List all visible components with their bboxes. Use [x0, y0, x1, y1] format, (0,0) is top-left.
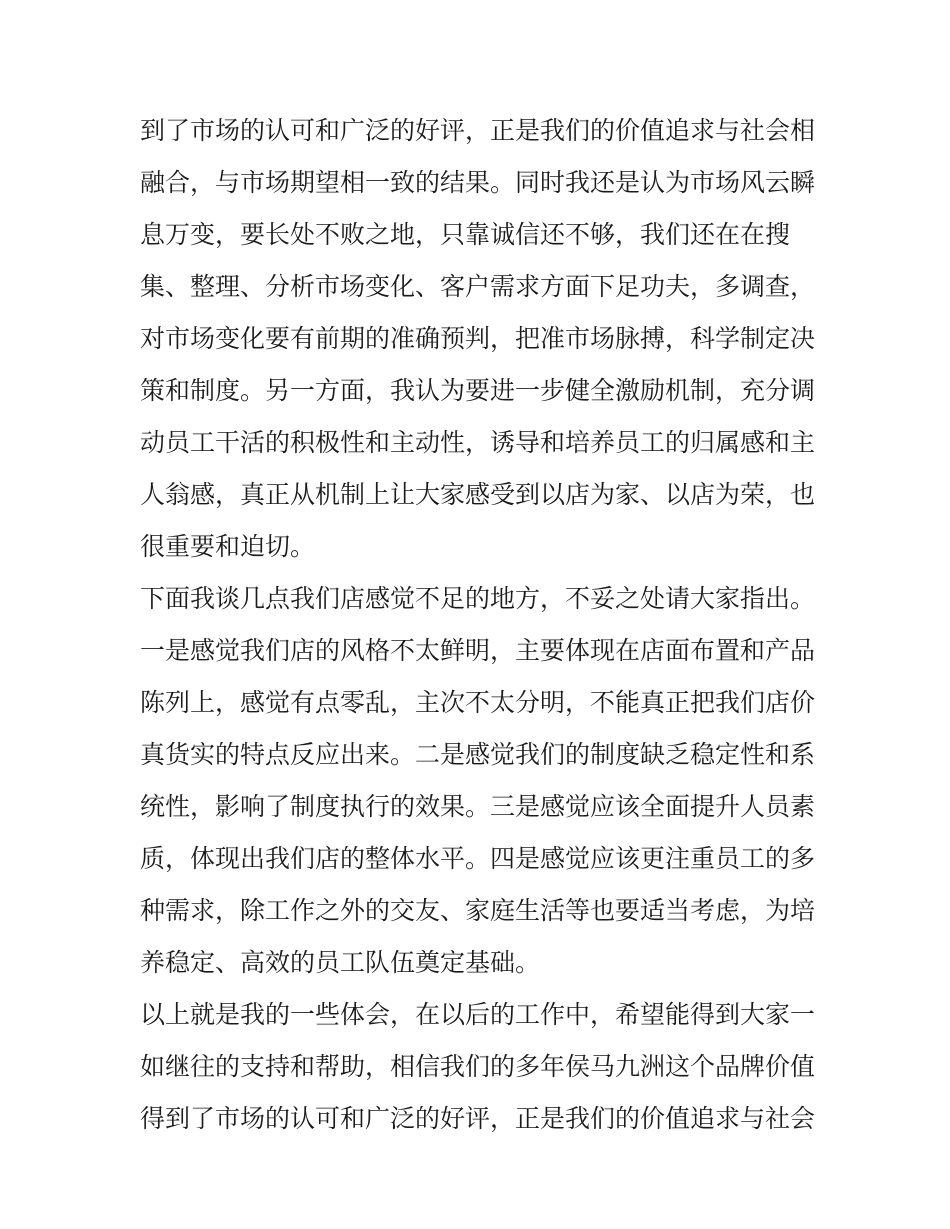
text-line: 融合，与市场期望相一致的结果。同时我还是认为市场风云瞬: [140, 168, 816, 197]
text-line: 动员工干活的积极性和主动性，诱导和培养员工的归属感和主: [140, 428, 816, 457]
text-line: 到了市场的认可和广泛的好评，正是我们的价值追求与社会相: [140, 116, 816, 145]
text-line: 陈列上，感觉有点零乱，主次不太分明，不能真正把我们店价: [140, 688, 816, 717]
text-line: 养稳定、高效的员工队伍奠定基础。: [140, 948, 541, 977]
text-line: 策和制度。另一方面，我认为要进一步健全激励机制，充分调: [140, 376, 816, 405]
text-line: 以上就是我的一些体会，在以后的工作中，希望能得到大家一: [140, 1000, 816, 1029]
text-line: 质，体现出我们店的整体水平。四是感觉应该更注重员工的多: [140, 844, 816, 873]
text-line: 下面我谈几点我们店感觉不足的地方，不妥之处请大家指出。: [140, 584, 816, 613]
text-line: 真货实的特点反应出来。二是感觉我们的制度缺乏稳定性和系: [140, 740, 816, 769]
text-line: 人翁感，真正从机制上让大家感受到以店为家、以店为荣，也: [140, 480, 816, 509]
document-body-text: [140, 105, 820, 1145]
text-line: 息万变，要长处不败之地，只靠诚信还不够，我们还在在搜: [140, 220, 791, 249]
text-line: 集、整理、分析市场变化、客户需求方面下足功夫，多调查，: [140, 272, 816, 301]
text-line: 对市场变化要有前期的准确预判，把准市场脉搏，科学制定决: [140, 324, 816, 353]
text-line: 如继往的支持和帮助，相信我们的多年侯马九洲这个品牌价值: [140, 1052, 816, 1081]
text-line: 统性，影响了制度执行的效果。三是感觉应该全面提升人员素: [140, 792, 816, 821]
text-line: 很重要和迫切。: [140, 532, 316, 561]
text-line: 种需求，除工作之外的交友、家庭生活等也要适当考虑，为培: [140, 896, 816, 925]
text-line: 一是感觉我们店的风格不太鲜明，主要体现在店面布置和产品: [140, 636, 816, 665]
text-line: 得到了市场的认可和广泛的好评，正是我们的价值追求与社会: [140, 1104, 816, 1133]
